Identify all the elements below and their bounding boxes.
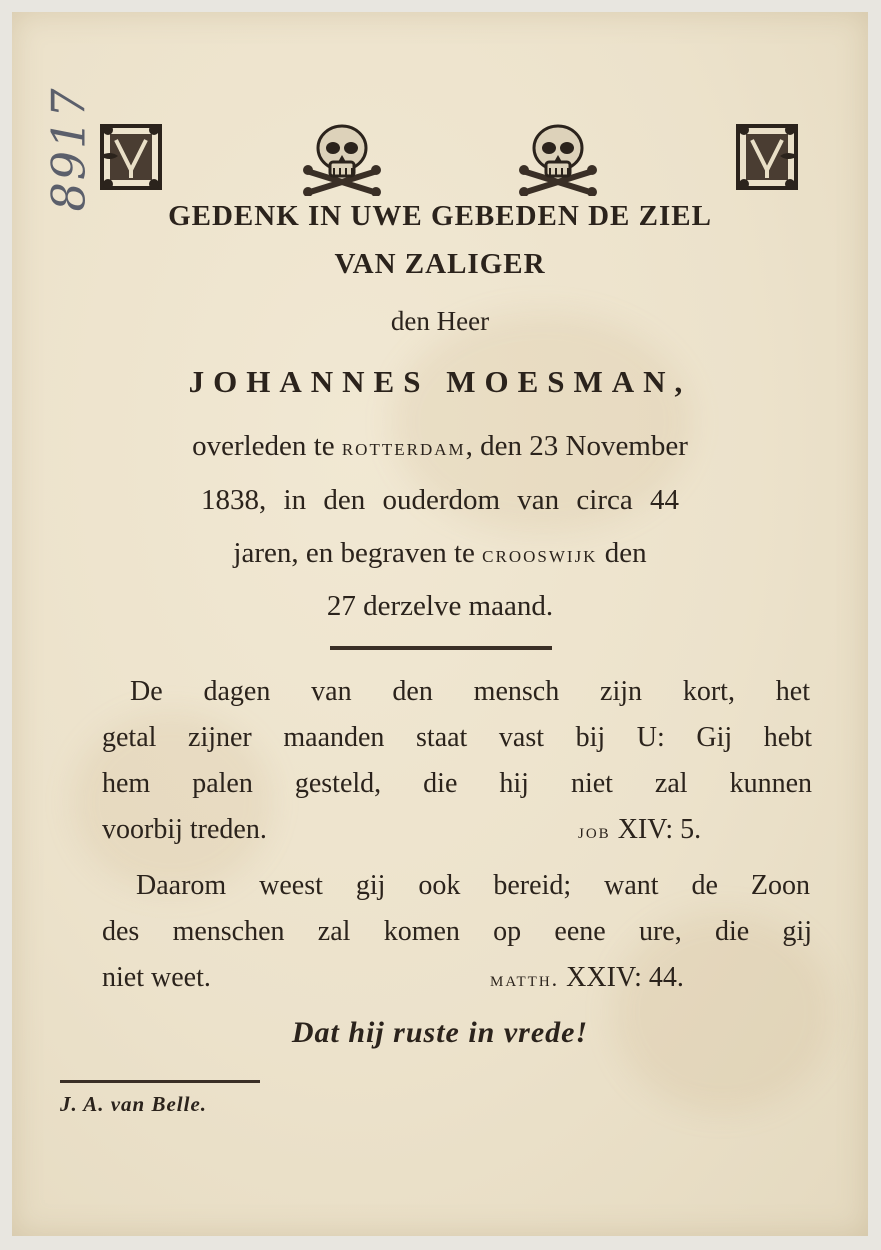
body-line-4: 27 derzelve maand. (326, 590, 554, 622)
scripture-reference (578, 814, 701, 846)
heading-line-1: GEDENK IN UWE GEBEDEN DE ZIEL (168, 200, 712, 232)
body-text: overleden te (192, 430, 335, 462)
body-text: den (604, 537, 647, 569)
verse-line: getal zijner maanden staat vast bij U: Gij hebt (102, 722, 812, 753)
skull-crossbones-icon (516, 120, 600, 196)
verse-line: voorbij treden. (102, 814, 267, 845)
verse-line: hem palen gesteld, die hij niet zal kunnen (102, 768, 812, 799)
verse-line: niet weet. (102, 962, 211, 993)
deceased-name: JOHANNES MOESMAN, (188, 364, 692, 399)
reference-book: job (578, 818, 611, 843)
printer-rule (60, 1080, 260, 1083)
verse-line: des menschen zal komen op eene ure, die gij (102, 916, 812, 947)
printer-name: J. A. van Belle. (60, 1092, 208, 1116)
ornate-initial-left-icon (98, 120, 164, 194)
skull-crossbones-icon (300, 120, 384, 196)
body-text: , den 23 November (465, 430, 688, 462)
place-name: crooswijk (482, 542, 598, 568)
ornate-initial-right-icon (734, 120, 800, 194)
closing-blessing: Dat hij ruste in vrede! (291, 1016, 589, 1049)
reference-verse: XIV: 5. (617, 814, 702, 845)
archive-number: 8917 (42, 86, 97, 212)
body-text: jaren, en begraven te (233, 537, 475, 569)
verse-line: Daarom weest gij ook bereid; want de Zoon (136, 870, 810, 901)
scripture-reference (490, 962, 684, 994)
memorial-card (12, 12, 868, 1236)
title-line: den Heer (390, 306, 490, 336)
reference-book: matth. (490, 966, 560, 991)
divider (330, 646, 552, 650)
body-line-3 (12, 537, 868, 570)
place-name: rotterdam (341, 435, 466, 461)
heading-line-2: VAN ZALIGER (334, 248, 546, 280)
verse-line: De dagen van den mensch zijn kort, het (130, 676, 810, 707)
body-line-2: 1838, in den ouderdom van circa 44 (201, 484, 679, 516)
body-line-1 (12, 430, 868, 463)
reference-verse: XXIV: 44. (566, 962, 684, 993)
